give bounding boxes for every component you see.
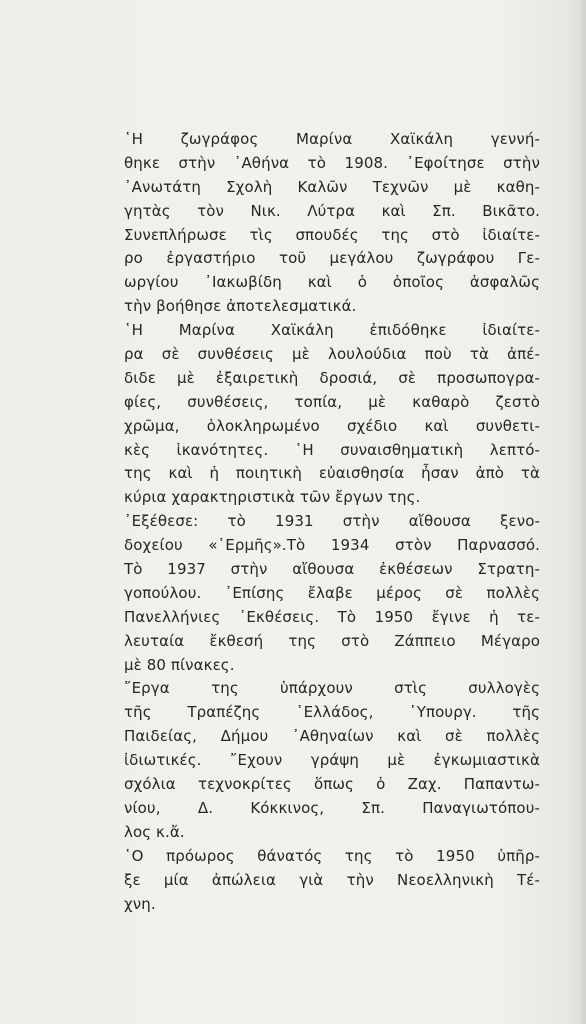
text-line: ᾿Ανωτάτη Σχολὴ Καλῶν Τεχνῶν μὲ καθη- bbox=[124, 177, 540, 196]
text-line: γητὰς τὸν Νικ. Λύτρα καὶ Σπ. Βικᾶτο. bbox=[124, 201, 540, 220]
text-line: δοχείου «῾Ερμῆς».Τὸ 1934 στὸν Παρνασσό. bbox=[124, 536, 540, 555]
text-line: ῎Εργα της ὑπάρχουν στὶς συλλογὲς bbox=[124, 679, 540, 698]
text-line: λος κ.ἄ. bbox=[124, 822, 185, 841]
body-text bbox=[124, 128, 540, 916]
text-line: κύρια χαρακτηριστικὰ τῶν ἔργων της. bbox=[124, 488, 421, 507]
text-line: ἰδιωτικές. ῎Εχουν γράψη μὲ ἐγκωμιαστικὰ bbox=[124, 751, 540, 770]
text-line: Τὸ 1937 στὴν αἴθουσα ἐκθέσεων Στρατη- bbox=[124, 560, 540, 579]
text-line: Παιδείας, Δήμου ᾿Αθηναίων καὶ σὲ πολλὲς bbox=[124, 727, 540, 746]
paragraph-3 bbox=[124, 510, 540, 677]
text-line: ῾Η ζωγράφος Μαρίνα Χαϊκάλη γεννή- bbox=[124, 130, 540, 148]
text-line: ξε μία ἀπώλεια γιὰ τὴν Νεοελληνικὴ Τέ- bbox=[124, 870, 540, 889]
paragraph-1 bbox=[124, 128, 540, 319]
text-line: μὲ 80 πίνακες. bbox=[124, 655, 235, 674]
page-edge bbox=[582, 0, 586, 1024]
text-line: ῾Ο πρόωρος θάνατός της τὸ 1950 ὑπῆρ- bbox=[124, 846, 540, 865]
text-line: γοπούλου. ᾿Επίσης ἔλαβε μέρος σὲ πολλὲς bbox=[124, 583, 540, 602]
text-line: Πανελλήνιες ᾿Εκθέσεις. Τὸ 1950 ἔγινε ἡ τε- bbox=[124, 607, 540, 626]
paragraph-4 bbox=[124, 677, 540, 844]
text-line: ωργίου ᾿Ιακωβίδη καὶ ὁ ὁποῖος ἀσφαλῶς bbox=[124, 273, 540, 292]
text-line: νίου, Δ. Κόκκινος, Σπ. Παναγιωτόπου- bbox=[124, 798, 540, 817]
text-line: χνη. bbox=[124, 894, 156, 913]
text-line: ρο ἐργαστήριο τοῦ μεγάλου ζωγράφου Γε- bbox=[124, 249, 540, 268]
text-line: Συνεπλήρωσε τὶς σπουδές της στὸ ἰδιαίτε- bbox=[124, 225, 540, 244]
text-line: ᾿Εξέθεσε: τὸ 1931 στὴν αἴθουσα ξενο- bbox=[124, 512, 540, 531]
text-line: κὲς ἱκανότητες. ῾Η συναισθηματικὴ λεπτό- bbox=[124, 440, 540, 459]
text-line: διδε μὲ ἐξαιρετικὴ δροσιά, σὲ προσωπογρα- bbox=[124, 368, 540, 387]
text-line: της καὶ ἡ ποιητικὴ εὐαισθησία ἦσαν ἀπὸ τὰ bbox=[124, 464, 540, 483]
text-line: ρα σὲ συνθέσεις μὲ λουλούδια ποὺ τὰ ἀπέ- bbox=[124, 345, 540, 364]
text-line: χρῶμα, ὁλοκληρωμένο σχέδιο καὶ συνθετι- bbox=[124, 416, 540, 435]
paragraph-2 bbox=[124, 319, 540, 510]
text-line: τῆς Τραπέζης ῾Ελλάδος, ῾Υπουργ. τῆς bbox=[124, 703, 540, 722]
text-line: λευταία ἔκθεσή της στὸ Ζάππειο Μέγαρο bbox=[124, 631, 540, 650]
paragraph-5 bbox=[124, 845, 540, 917]
text-line: ῾Η Μαρίνα Χαϊκάλη ἐπιδόθηκε ἰδιαίτε- bbox=[124, 321, 540, 340]
text-line: τὴν βοήθησε ἀποτελεσματικά. bbox=[124, 297, 357, 316]
text-line: σχόλια τεχνοκρίτες ὅπως ὁ Ζαχ. Παπαντω- bbox=[124, 775, 540, 794]
text-line: θηκε στὴν ᾿Αθήνα τὸ 1908. ᾿Εφοίτησε στὴν bbox=[124, 153, 540, 172]
text-line: φίες, συνθέσεις, τοπία, μὲ καθαρὸ ζεστὸ bbox=[124, 392, 540, 411]
